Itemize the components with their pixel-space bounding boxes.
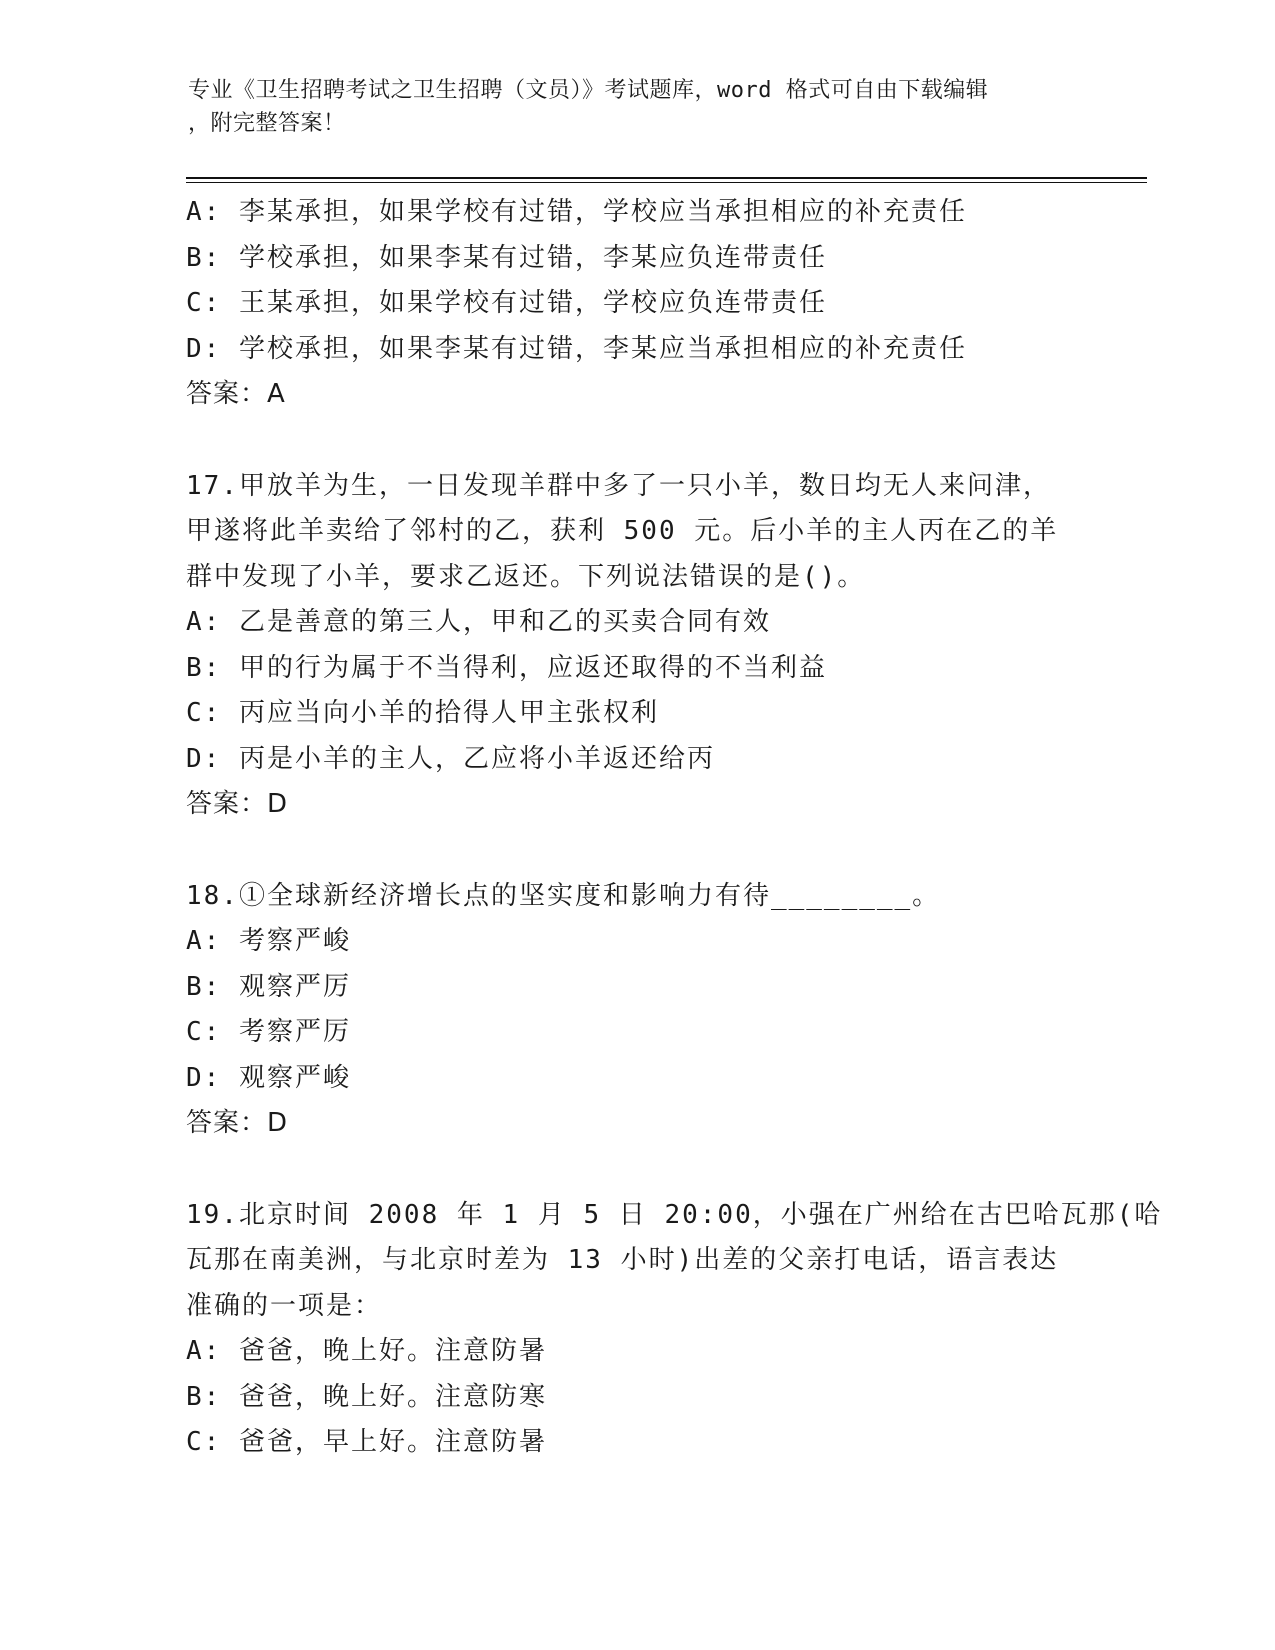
- option-a: A: 考察严峻: [186, 926, 351, 956]
- option-b: B: 爸爸，晚上好。注意防寒: [186, 1381, 547, 1412]
- answer-line: 答案：D: [186, 1108, 289, 1138]
- option-b: B: 学校承担，如果李某有过错，李某应负连带责任: [186, 242, 827, 273]
- option-a: A: 爸爸，晚上好。注意防暑: [186, 1336, 547, 1366]
- question-19-block: [186, 1193, 1163, 1466]
- question-stem-line: 群中发现了小羊，要求乙返还。下列说法错误的是()。: [186, 561, 866, 592]
- question-stem-line: 准确的一项是：: [186, 1290, 383, 1321]
- option-d: D: 丙是小羊的主人，乙应将小羊返还给丙: [186, 743, 715, 774]
- question-16-block: [186, 190, 1146, 418]
- document-header: [188, 74, 1068, 140]
- spacer: [186, 1147, 1146, 1193]
- question-stem-line: 瓦那在南美洲，与北京时差为 13 小时)出差的父亲打电话，语言表达: [186, 1245, 1059, 1275]
- option-c: C: 考察严厉: [186, 1017, 351, 1047]
- question-17-block: [186, 464, 1146, 828]
- question-stem-line: 18.①全球新经济增长点的坚实度和影响力有待________。: [186, 880, 941, 911]
- question-stem-line: 17.甲放羊为生，一日发现羊群中多了一只小羊，数日均无人来问津，: [186, 470, 1051, 501]
- question-list: [186, 190, 1163, 1466]
- spacer: [186, 418, 1146, 464]
- option-a: A: 乙是善意的第三人，甲和乙的买卖合同有效: [186, 607, 771, 637]
- option-c: C: 丙应当向小羊的拾得人甲主张权利: [186, 698, 659, 728]
- option-a: A: 李某承担，如果学校有过错，学校应当承担相应的补充责任: [186, 197, 967, 227]
- option-c: C: 王某承担，如果学校有过错，学校应负连带责任: [186, 288, 827, 318]
- header-line: 专业《卫生招聘考试之卫生招聘（文员）》考试题库，word 格式可自由下载编辑: [188, 78, 989, 103]
- option-b: B: 甲的行为属于不当得利，应返还取得的不当利益: [186, 652, 827, 683]
- header-line: ，附完整答案！: [188, 111, 346, 136]
- spacer: [186, 828, 1146, 874]
- question-stem-line: 甲遂将此羊卖给了邻村的乙，获利 500 元。后小羊的主人丙在乙的羊: [186, 516, 1059, 546]
- option-d: D: 观察严峻: [186, 1062, 351, 1093]
- question-stem-line: 19.北京时间 2008 年 1 月 5 日 20:00，小强在广州给在古巴哈瓦那(哈: [186, 1199, 1163, 1230]
- option-d: D: 学校承担，如果李某有过错，李某应当承担相应的补充责任: [186, 333, 967, 364]
- header-rule-thin: [186, 182, 1147, 183]
- answer-line: 答案：A: [186, 379, 286, 409]
- option-b: B: 观察严厉: [186, 971, 351, 1002]
- answer-line: 答案：D: [186, 789, 289, 819]
- question-18-block: [186, 874, 1146, 1147]
- option-c: C: 爸爸，早上好。注意防暑: [186, 1427, 547, 1457]
- header-rule-thick: [186, 177, 1147, 179]
